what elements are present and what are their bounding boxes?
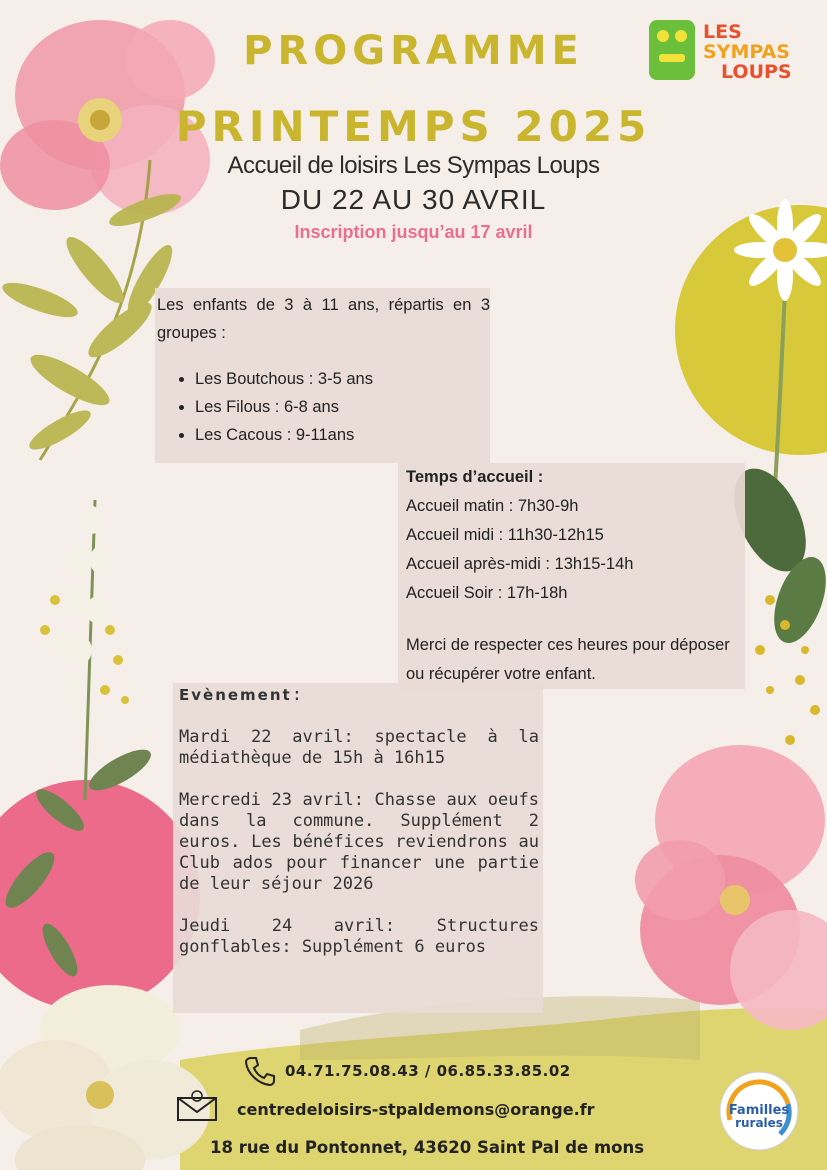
logo-bottom-text-2: rurales — [735, 1116, 783, 1130]
accueil-card — [398, 463, 745, 689]
inscription-deadline: Inscription jusqu’au 17 avril — [294, 222, 533, 242]
events-card — [173, 683, 543, 1013]
address: 18 rue du Pontonnet, 43620 Saint Pal de mons — [210, 1138, 645, 1157]
email-link[interactable]: centredeloisirs-stpaldemons@orange.fr — [237, 1100, 595, 1119]
subtitle: Accueil de loisirs Les Sympas Loups — [227, 152, 600, 179]
groups-intro: Les enfants de 3 à 11 ans, répartis en 3 groupes : — [157, 296, 490, 342]
familles-rurales-logo — [718, 1070, 800, 1152]
logo-bottom-text-1: Familles — [728, 1103, 790, 1118]
events-heading: Evènement — [179, 686, 292, 704]
accueil-item: Accueil après-midi : 13h15-14h — [406, 555, 634, 573]
groups-card — [155, 288, 490, 463]
dates: DU 22 AU 30 AVRIL — [280, 184, 547, 215]
event-item: Mardi 22 avril: spectacle à la médiathèque de 15h à 16h15 — [179, 727, 539, 768]
accueil-item: Accueil matin : 7h30-9h — [406, 497, 579, 515]
logo-text-3: LOUPS — [721, 61, 792, 83]
event-item: Mercredi 23 avril: Chasse aux oeufs dans la commune. Supplément 2 euros. Les bénéfices reviendrons au Club ados pour financer une partie de leur séjour 2026 — [179, 790, 539, 894]
phone-icon — [243, 1054, 277, 1088]
mail-icon — [176, 1090, 218, 1122]
phone-number: 04.71.75.08.43 / 06.85.33.85.02 — [285, 1062, 571, 1080]
accueil-item: Accueil Soir : 17h-18h — [406, 584, 568, 602]
accueil-heading: Temps d’accueil : — [406, 468, 544, 486]
group-item: • Les Boutchous : 3-5 ans — [195, 365, 490, 393]
groups-list — [155, 365, 490, 449]
title-line-2: PRINTEMPS 2025 — [175, 102, 652, 151]
group-item: • Les Filous : 6-8 ans — [195, 393, 490, 421]
event-item: Jeudi 24 avril: Structures gonflables: Supplément 6 euros — [179, 916, 539, 957]
events-heading-colon: : — [291, 685, 302, 705]
logo-text-2: SYMPAS — [703, 41, 790, 63]
accueil-item: Accueil midi : 11h30-12h15 — [406, 526, 604, 544]
pink-flower-right — [635, 745, 827, 1030]
title-line-1: PROGRAMME — [243, 28, 584, 74]
accueil-note: Merci de respecter ces heures pour déposer ou récupérer votre enfant. — [406, 636, 730, 683]
sympas-loups-logo — [645, 14, 800, 86]
logo-text-1: LES — [703, 21, 742, 43]
group-item: • Les Cacous : 9-11ans — [195, 421, 490, 449]
